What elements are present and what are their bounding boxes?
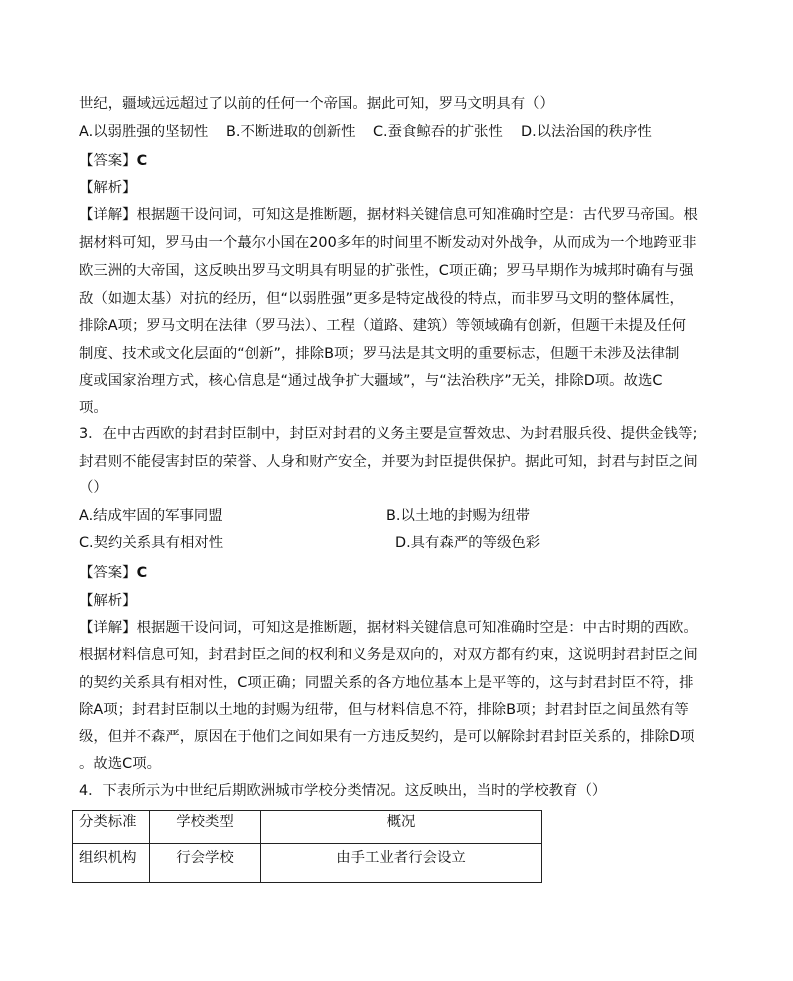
q2-option-b: B.不断进取的创新性 (226, 124, 356, 140)
q3-option-a: A.结成牢固的军事同盟 (79, 508, 223, 524)
q4-stem: 4．下表所示为中世纪后期欧洲城市学校分类情况。这反映出，当时的学校教育（） (79, 783, 607, 799)
q2-answer-line (79, 151, 147, 171)
table-cell: 行会学校 (150, 844, 261, 883)
q2-detail-line: 据材料可知，罗马由一个蕞尔小国在200多年的时间里不断发动对外战争，从而成为一个地跨亚非 (79, 235, 697, 251)
table-header-cell: 概况 (261, 811, 542, 844)
q3-option-d: D.具有森严的等级色彩 (395, 535, 541, 551)
q3-detail-line: 的契约关系具有相对性，C项正确；同盟关系的各方地位基本上是平等的，这与封君封臣不符，排 (79, 675, 694, 691)
q2-answer-value: C (136, 153, 148, 169)
q2-stem-tail: 世纪，疆域远远超过了以前的任何一个帝国。据此可知，罗马文明具有（） (79, 96, 554, 112)
q2-detail-line: 度或国家治理方式，核心信息是“通过战争扩大疆域”，与“法治秩序”无关，排除D项。故选C (79, 373, 663, 389)
q2-detail-line: 制度、技术或文化层面的“创新”，排除B项；罗马法是其文明的重要标志，但题干未涉及法律制 (79, 346, 680, 362)
q3-stem-line: 封君则不能侵害封臣的荣誉、人身和财产安全，并要为封臣提供保护。据此可知，封君与封臣之间 (79, 454, 698, 470)
q2-detail-line: 排除A项；罗马文明在法律（罗马法）、工程（道路、建筑）等领域确有创新，但题干未提及任何 (79, 318, 687, 334)
table-header-cell: 学校类型 (150, 811, 261, 844)
table-cell: 组织机构 (73, 844, 150, 883)
q2-analysis-label: 【解析】 (79, 180, 137, 196)
q2-detail-line: 欧三洲的大帝国，这反映出罗马文明具有明显的扩张性，C项正确；罗马早期作为城邦时确有与强 (79, 263, 694, 279)
table-header-cell: 分类标准 (73, 811, 150, 844)
q3-analysis-label: 【解析】 (79, 593, 137, 609)
table-row (73, 844, 542, 883)
q4-table (72, 810, 542, 883)
q3-detail-line: 【详解】根据题干设问词，可知这是推断题，据材料关键信息可知准确时空是：中古时期的西欧。 (79, 620, 698, 636)
q3-detail-line: 级，但并不森严，原因在于他们之间如果有一方违反契约，是可以解除封君封臣关系的，排除D项 (79, 729, 695, 745)
q3-option-b: B.以土地的封赐为纽带 (386, 508, 530, 524)
q2-detail-line: 项。 (79, 400, 108, 416)
q2-option-c: C.蚕食鲸吞的扩张性 (373, 124, 503, 140)
q3-stem-line: 3．在中古西欧的封君封臣制中，封臣对封君的义务主要是宣誓效忠、为封君服兵役、提供金钱等; (79, 426, 698, 442)
q3-detail-line: 除A项；封君封臣制以土地的封赐为纽带，但与材料信息不符，排除B项；封君封臣之间虽然有等 (79, 702, 689, 718)
q3-answer-line (79, 563, 147, 583)
q3-option-c: C.契约关系具有相对性 (79, 535, 224, 551)
table-cell: 由手工业者行会设立 (261, 844, 542, 883)
q2-option-d: D.以法治国的秩序性 (521, 124, 652, 140)
q2-detail-line: 【详解】根据题干设问词，可知这是推断题，据材料关键信息可知准确时空是：古代罗马帝国。根 (79, 207, 698, 223)
table-header-row (73, 811, 542, 844)
q3-answer-value: C (136, 565, 148, 581)
q3-detail-line: 。故选C项。 (79, 756, 162, 772)
q3-detail-line: 根据材料信息可知，封君封臣之间的权利和义务是双向的，对双方都有约束，这说明封君封臣之间 (79, 647, 698, 663)
q2-detail-line: 敌（如迦太基）对抗的经历，但“以弱胜强”更多是特定战役的特点，而非罗马文明的整体属性， (79, 291, 684, 307)
q2-answer-label: 【答案】 (79, 153, 137, 169)
q2-option-a: A.以弱胜强的坚韧性 (79, 124, 209, 140)
q3-stem-line: （） (79, 480, 108, 496)
q3-answer-label: 【答案】 (79, 565, 137, 581)
